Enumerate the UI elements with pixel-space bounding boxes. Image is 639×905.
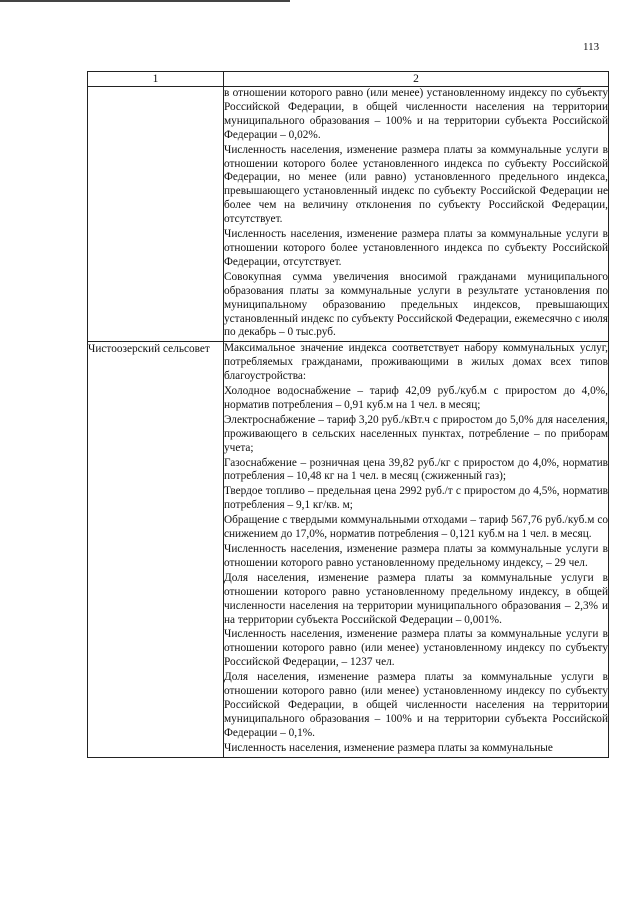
paragraph: Электроснабжение – тариф 3,20 руб./кВт.ч с приростом до 5,0% для населения, проживающего в сельских населенных пунктах, потребление – по приборам учета; — [224, 413, 608, 454]
tariff-table — [87, 71, 609, 758]
paragraph: Газоснабжение – розничная цена 39,82 руб./кг с приростом до 4,0%, норматив потребления – 10,48 кг на 1 чел. в месяц (сжиженный газ); — [224, 456, 608, 483]
table-row — [88, 342, 609, 757]
paragraph: Численность населения, изменение размера платы за коммунальные — [224, 741, 553, 754]
paragraph: Численность населения, изменение размера платы за коммунальные услуги в отношении которого более установленного индекса по субъекту Российской Федерации, отсутствует. — [224, 228, 608, 268]
paragraph: Максимальное значение индекса соответствует набору коммунальных услуг, потребляемых гражданами, проживающими в жилых домах всех типов благоустройства: — [224, 342, 608, 383]
column-header-2: 2 — [224, 72, 609, 87]
column-header-1: 1 — [88, 72, 224, 87]
paragraph: в отношении которого равно (или менее) установленному индексу по субъекту Российской Федерации, в общей численности населения на территории муниципального образования – 100% и на территории субъекта Российской Федерации – 0,02%. — [224, 87, 608, 141]
description-cell — [224, 342, 609, 757]
paragraph: Численность населения, изменение размера платы за коммунальные услуги в отношении которого более установленного индекса по субъекту Российской Федерации, но менее (или равно) установленного предельного индекса, превышающего установленный индекс по субъекту Российской Федерации не более чем на величину отклонения по субъекту Российской Федерации, отсутствует. — [224, 143, 608, 226]
paragraph: Доля населения, изменение размера платы за коммунальные услуги в отношении которого равно (или менее) установленному индексу по субъекту Российской Федерации, в общей численности населения на территории муниципального образования – 100% и на территории субъекта Российской Федерации – 0,1%. — [224, 671, 608, 739]
table-row — [88, 87, 609, 342]
paragraph: Совокупная сумма увеличения вносимой гражданами муниципального образования платы за коммунальные услуги в результате установления по муниципальному образованию предельных индексов, превышающих установленный индекс по субъекту Российской Федерации, ежемесячно с июля по декабрь – 0 тыс.руб. — [224, 270, 608, 339]
paragraph: Численность населения, изменение размера платы за коммунальные услуги в отношении которого равно установленному предельному индексу, – 29 чел. — [224, 543, 608, 569]
paragraph: Численность населения, изменение размера платы за коммунальные услуги в отношении которого равно (или менее) установленному индексу по субъекту Российской Федерации, – 1237 чел. — [224, 628, 608, 669]
paragraph: Твердое топливо – предельная цена 2992 руб./т с приростом до 4,5%, норматив потребления – 9,1 кг/кв. м; — [224, 485, 608, 512]
paragraph: Обращение с твердыми коммунальными отходами – тариф 567,76 руб./куб.м со снижением до 17,0%, норматив потребления – 0,121 куб.м на 1 чел. в месяц. — [224, 514, 608, 541]
description-cell — [224, 87, 609, 342]
paragraph: Холодное водоснабжение – тариф 42,09 руб./куб.м с приростом до 4,0%, норматив потребления – 0,91 куб.м на 1 чел. в месяц; — [224, 385, 608, 411]
page-number: 113 — [583, 41, 600, 53]
table-header-row — [88, 72, 609, 87]
paragraph: Доля населения, изменение размера платы за коммунальные услуги в отношении которого равно установленному предельному индексу, в общей численности населения на территории муниципального образования – 2,3% и на территории субъекта Российской Федерации – 0,001%. — [224, 571, 608, 626]
scan-edge-line — [0, 0, 290, 2]
region-cell: Чистоозерский сельсовет — [88, 342, 224, 757]
region-cell — [88, 87, 224, 342]
